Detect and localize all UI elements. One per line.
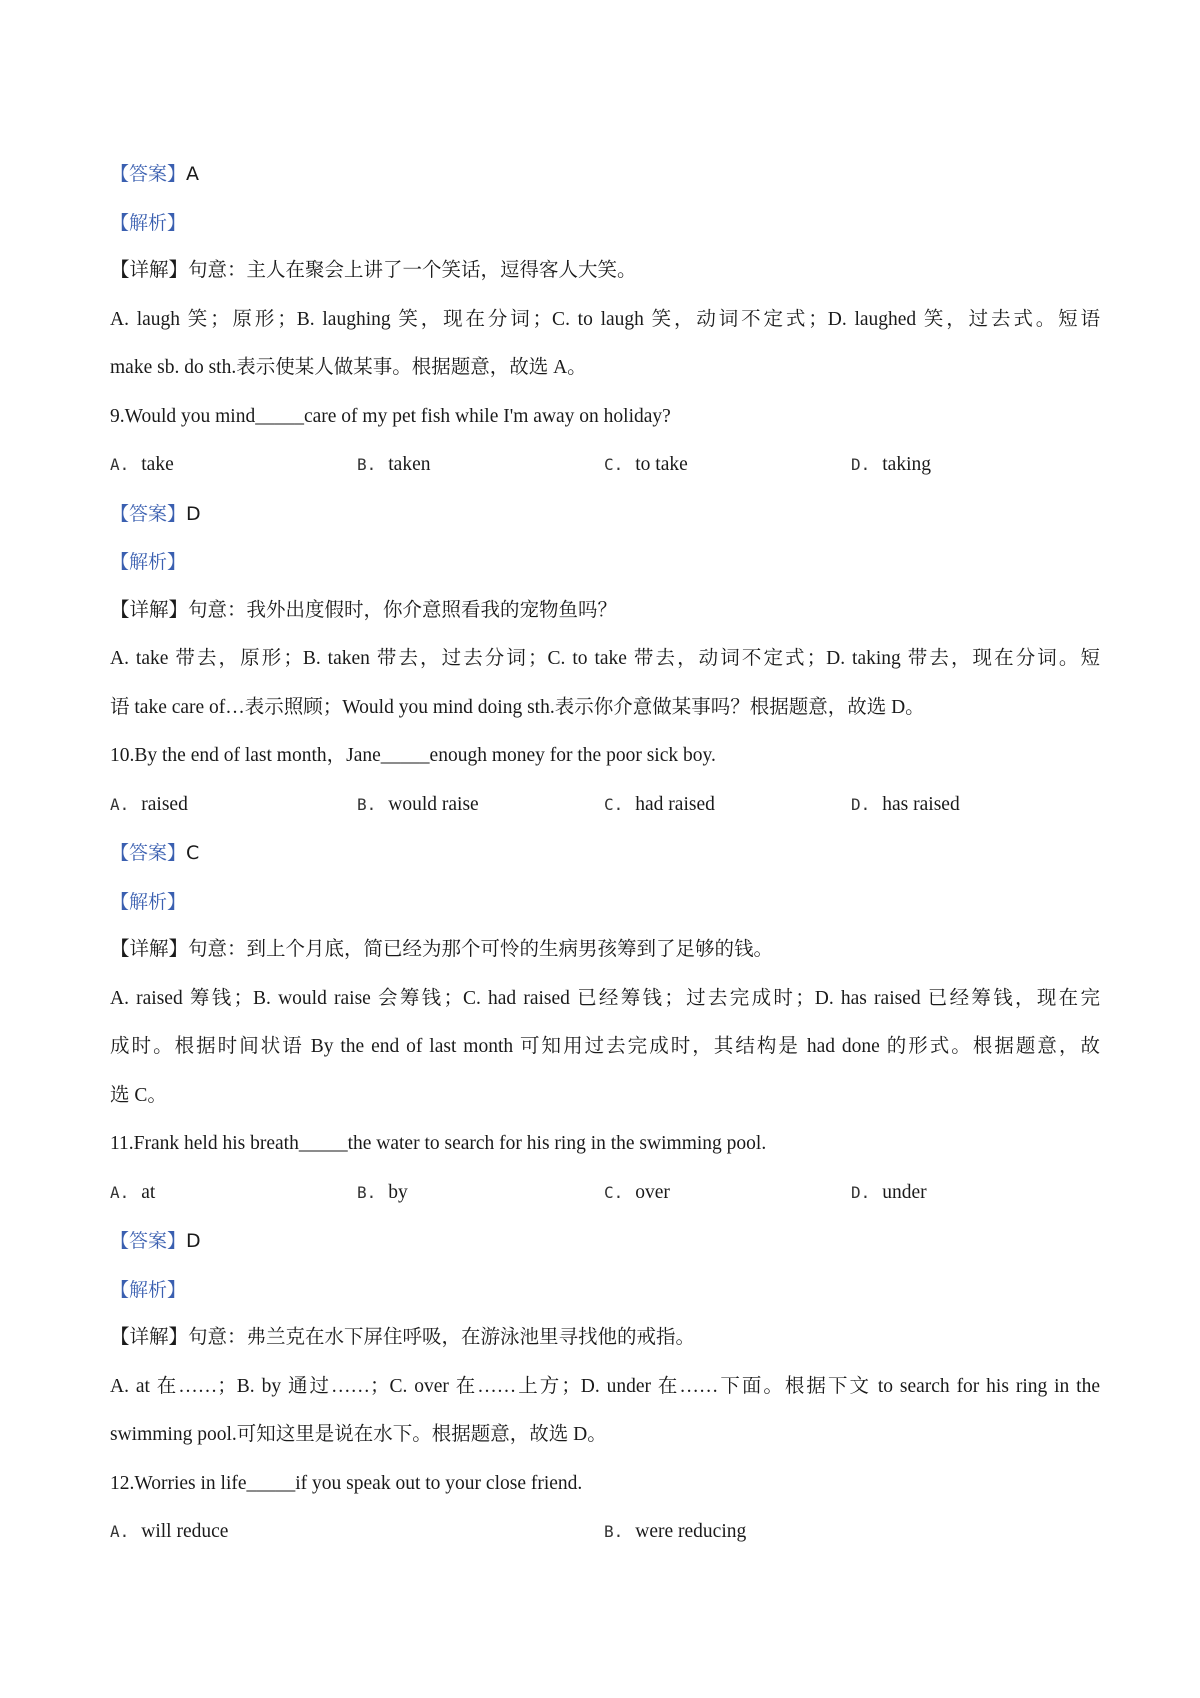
options-row bbox=[110, 1169, 1100, 1218]
text-content: A. raised 筹钱；B. would raise 会筹钱；C. had raised 已经筹钱；过去完成时；D. has raised 已经筹钱，现在完 bbox=[110, 987, 1100, 1009]
answer-value: D bbox=[186, 502, 201, 525]
text-content: 成时。根据时间状语 By the end of last month 可知用过去完成时，其结构是 had done 的形式。根据题意，故 bbox=[110, 1036, 1100, 1057]
detail-line bbox=[110, 587, 1100, 636]
text-line bbox=[110, 975, 1100, 1024]
option-letter: D. bbox=[851, 1182, 871, 1202]
text-line bbox=[110, 684, 1100, 733]
options-row bbox=[110, 441, 1100, 490]
detail-text: 句意：弗兰克在水下屏住呼吸，在游泳池里寻找他的戒指。 bbox=[188, 1327, 696, 1348]
option-d bbox=[851, 781, 1098, 830]
option-text: under bbox=[882, 1181, 927, 1203]
option-a bbox=[110, 1169, 357, 1218]
text-content: 语 take care of…表示照顾；Would you mind doing sth.表示你介意做某事吗？根据题意，故选 D。 bbox=[110, 696, 925, 718]
answer-value: D bbox=[186, 1230, 201, 1252]
text-content: 选 C。 bbox=[110, 1084, 167, 1106]
option-text: taken bbox=[388, 454, 431, 475]
detail-text: 句意：我外出度假时，你介意照看我的宠物鱼吗？ bbox=[188, 599, 618, 621]
option-text: at bbox=[141, 1181, 156, 1203]
analysis-heading bbox=[110, 878, 1100, 927]
analysis-heading bbox=[110, 538, 1100, 587]
option-letter: C. bbox=[604, 794, 624, 814]
answer-label: 【答案】 bbox=[110, 1230, 187, 1252]
option-text: had raised bbox=[635, 793, 715, 815]
answer-label: 【答案】 bbox=[110, 502, 187, 525]
text-line bbox=[110, 1363, 1100, 1412]
answer-line bbox=[110, 829, 1100, 878]
analysis-heading bbox=[110, 199, 1100, 248]
text-content: 9.Would you mind_____care of my pet fish while I'm away on holiday? bbox=[110, 405, 671, 427]
option-a bbox=[110, 1508, 604, 1557]
text-content: A. laugh 笑；原形；B. laughing 笑，现在分词；C. to laugh 笑，动词不定式；D. laughed 笑，过去式。短语 bbox=[110, 308, 1100, 330]
option-text: would raise bbox=[388, 793, 479, 815]
answer-value: A bbox=[186, 163, 200, 185]
option-letter: C. bbox=[604, 1182, 624, 1202]
text-content: 12.Worries in life_____if you speak out to your close friend. bbox=[110, 1472, 583, 1494]
option-d bbox=[851, 441, 1098, 490]
option-letter: A. bbox=[110, 1522, 130, 1541]
option-b bbox=[357, 781, 604, 830]
options-row bbox=[110, 1508, 1100, 1557]
option-text: will reduce bbox=[141, 1521, 229, 1542]
option-letter: D. bbox=[851, 794, 871, 814]
option-letter: B. bbox=[604, 1522, 624, 1541]
answer-label: 【答案】 bbox=[110, 163, 187, 185]
option-a bbox=[110, 441, 357, 490]
text-line bbox=[110, 296, 1100, 345]
text-content: make sb. do sth.表示使某人做某事。根据题意，故选 A。 bbox=[110, 357, 587, 378]
text-line bbox=[110, 344, 1100, 393]
detail-label: 【详解】 bbox=[110, 599, 189, 621]
text-line bbox=[110, 1411, 1100, 1460]
detail-text: 句意：主人在聚会上讲了一个笑话，逗得客人大笑。 bbox=[188, 260, 637, 281]
option-letter: D. bbox=[851, 455, 871, 474]
text-content: 10.By the end of last month，Jane_____enough money for the poor sick boy. bbox=[110, 745, 716, 766]
detail-label: 【详解】 bbox=[110, 1327, 189, 1348]
text-line bbox=[110, 1023, 1100, 1072]
text-content: A. at 在……；B. by 通过……；C. over 在……上方；D. under 在……下面。根据下文 to search for his ring in the bbox=[110, 1375, 1100, 1397]
text-line bbox=[110, 1072, 1100, 1121]
option-letter: B. bbox=[357, 1182, 377, 1202]
detail-line bbox=[110, 247, 1100, 296]
option-letter: A. bbox=[110, 794, 130, 814]
text-line bbox=[110, 732, 1100, 781]
detail-line bbox=[110, 926, 1100, 975]
option-c bbox=[604, 781, 851, 830]
text-line bbox=[110, 635, 1100, 684]
option-b bbox=[357, 441, 604, 490]
option-b bbox=[604, 1508, 1098, 1557]
text-content: A. take 带去，原形；B. taken 带去，过去分词；C. to take 带去，动词不定式；D. taking 带去，现在分词。短 bbox=[110, 648, 1100, 669]
option-c bbox=[604, 1169, 851, 1218]
analysis-label: 【解析】 bbox=[110, 890, 187, 913]
text-line bbox=[110, 1120, 1100, 1169]
option-b bbox=[357, 1169, 604, 1218]
option-c bbox=[604, 441, 851, 490]
option-text: to take bbox=[635, 454, 688, 475]
answer-line bbox=[110, 150, 1100, 199]
answer-line bbox=[110, 490, 1100, 539]
options-row bbox=[110, 781, 1100, 830]
option-a bbox=[110, 781, 357, 830]
option-text: raised bbox=[141, 793, 188, 815]
detail-line bbox=[110, 1314, 1100, 1363]
text-line bbox=[110, 1460, 1100, 1509]
option-letter: C. bbox=[604, 455, 624, 474]
option-letter: B. bbox=[357, 455, 377, 474]
option-text: take bbox=[141, 454, 174, 475]
answer-value: C bbox=[186, 842, 200, 864]
analysis-heading bbox=[110, 1266, 1100, 1315]
option-text: taking bbox=[882, 454, 932, 475]
analysis-label: 【解析】 bbox=[110, 551, 187, 573]
option-text: over bbox=[635, 1181, 670, 1203]
analysis-label: 【解析】 bbox=[110, 1278, 187, 1301]
option-letter: B. bbox=[357, 794, 377, 814]
option-d bbox=[851, 1169, 1098, 1218]
detail-label: 【详解】 bbox=[110, 260, 189, 281]
option-letter: A. bbox=[110, 1182, 130, 1202]
answer-line bbox=[110, 1217, 1100, 1266]
text-content: swimming pool.可知这里是说在水下。根据题意，故选 D。 bbox=[110, 1424, 607, 1445]
option-text: by bbox=[388, 1181, 408, 1203]
answer-label: 【答案】 bbox=[110, 842, 187, 864]
option-letter: A. bbox=[110, 455, 130, 474]
detail-text: 句意：到上个月底，简已经为那个可怜的生病男孩筹到了足够的钱。 bbox=[188, 939, 774, 960]
option-text: has raised bbox=[882, 793, 960, 815]
analysis-label: 【解析】 bbox=[110, 211, 187, 234]
text-content: 11.Frank held his breath_____the water to search for his ring in the swimming pool. bbox=[110, 1133, 767, 1154]
detail-label: 【详解】 bbox=[110, 939, 189, 960]
text-line bbox=[110, 393, 1100, 442]
option-text: were reducing bbox=[635, 1521, 747, 1542]
